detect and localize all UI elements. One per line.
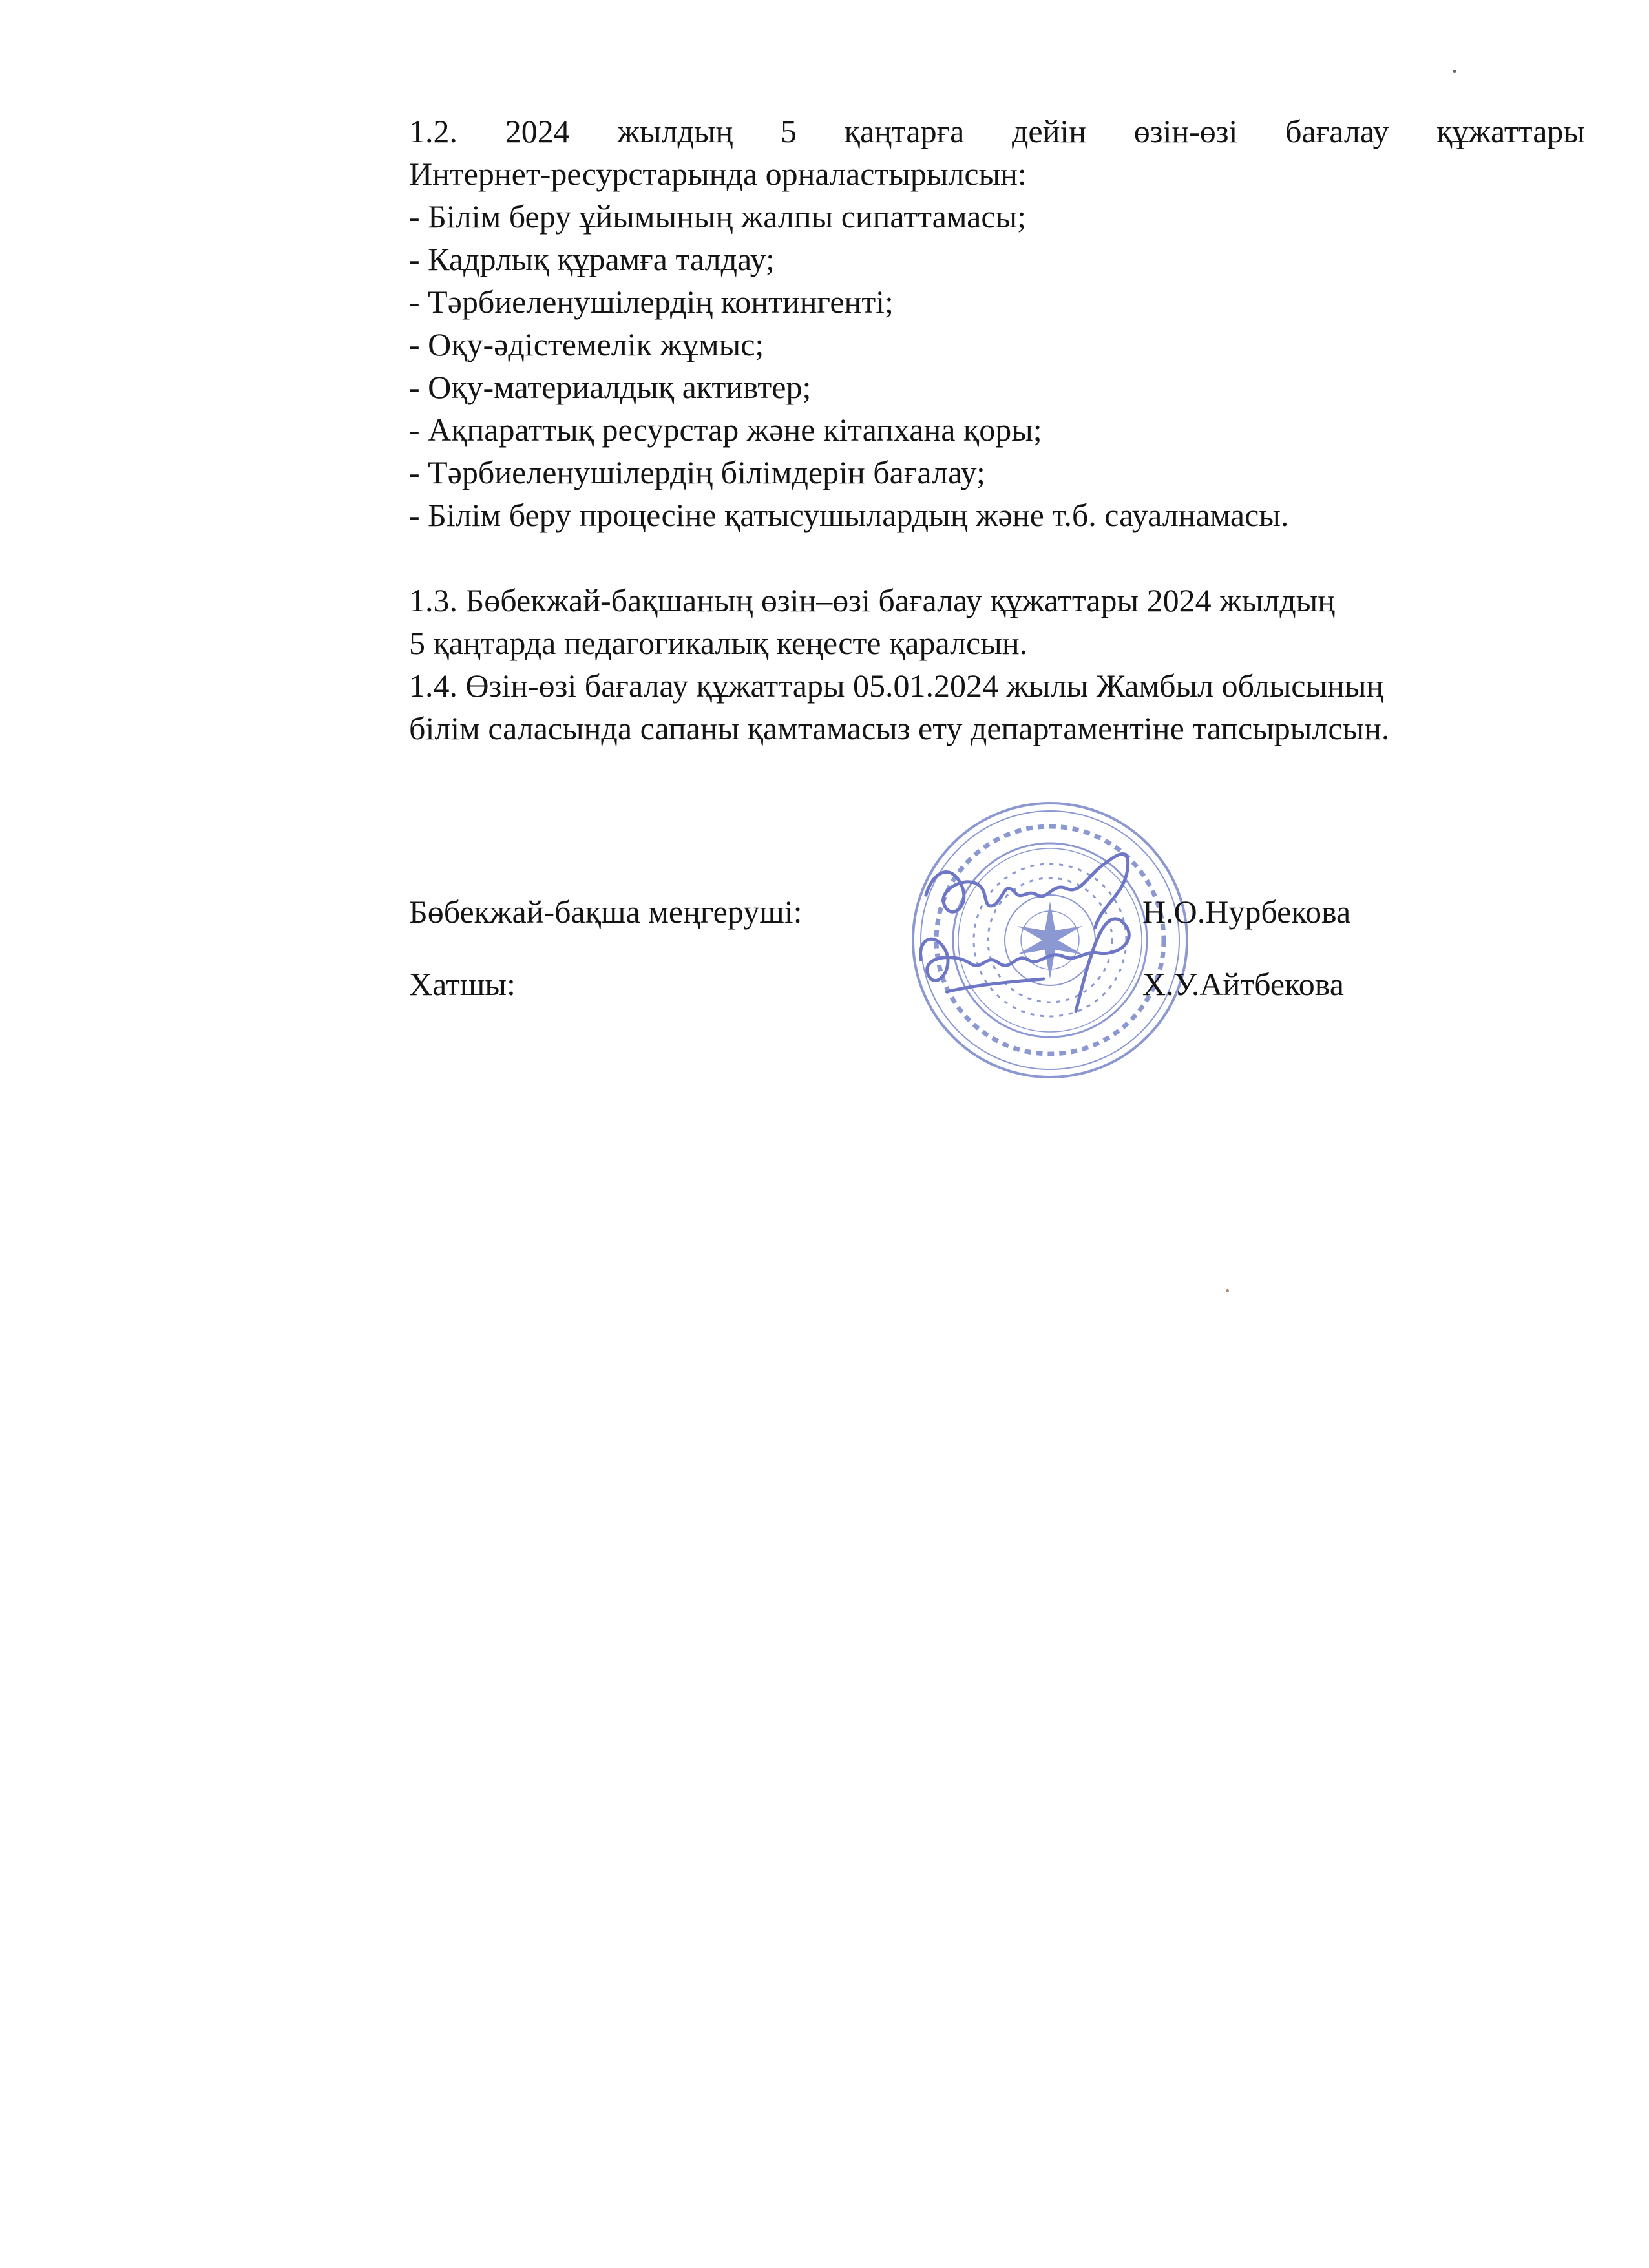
list-item-staff-analysis: - Кадрлық құрамға талдау;: [409, 241, 775, 277]
list-item-methodical-work: - Оқу-әдістемелік жұмыс;: [409, 326, 764, 362]
secretary-title: Хатшы:: [409, 966, 516, 1002]
list-item-material-assets: - Оқу-материалдық активтер;: [409, 369, 812, 405]
paragraph-1-3-line-1: 1.3. Бөбекжай-бақшаның өзін–өзі бағалау құжаттары 2024 жылдың: [409, 582, 1335, 618]
paragraph-1-2-line-2: Интернет-ресурстарында орналастырылсын:: [409, 156, 1027, 192]
list-item-pupils-contingent: - Тәрбиеленушілердің контингенті;: [409, 284, 894, 320]
scan-speck: [1453, 70, 1456, 73]
paragraph-1-3-line-2: 5 қаңтарда педагогикалық кеңесте қаралсын.: [409, 625, 1028, 661]
paragraph-1-4-line-2: білім саласында сапаны қамтамасыз ету департаментіне тапсырылсын.: [409, 710, 1390, 746]
list-item-information-resources: - Ақпараттық ресурстар және кітапхана қоры;: [409, 412, 1042, 448]
scan-speck: [1226, 1289, 1229, 1292]
paragraph-1-4-line-1: 1.4. Өзін-өзі бағалау құжаттары 05.01.2024 жылы Жамбыл облысының: [409, 667, 1384, 704]
director-title: Бөбекжай-бақша меңгеруші:: [409, 894, 803, 930]
list-item-general-description: - Білім беру ұйымының жалпы сипаттамасы;: [409, 198, 1027, 235]
list-item-knowledge-assessment: - Тәрбиеленушілердің білімдерін бағалау;: [409, 454, 985, 490]
order-body: [409, 110, 1585, 750]
paragraph-1-2-line-1: 1.2. 2024 жылдың 5 қаңтарға дейін өзін-өзі бағалау құжаттары: [409, 113, 1585, 149]
seal-icon: [908, 798, 1192, 1082]
director-name: Н.О.Нурбекова: [1142, 894, 1351, 930]
list-item-survey: - Білім беру процесіне қатысушылардың және т.б. сауалнамасы.: [409, 497, 1289, 533]
paragraph-gap: [409, 536, 1585, 579]
secretary-name: Х.У.Айтбекова: [1142, 966, 1344, 1002]
